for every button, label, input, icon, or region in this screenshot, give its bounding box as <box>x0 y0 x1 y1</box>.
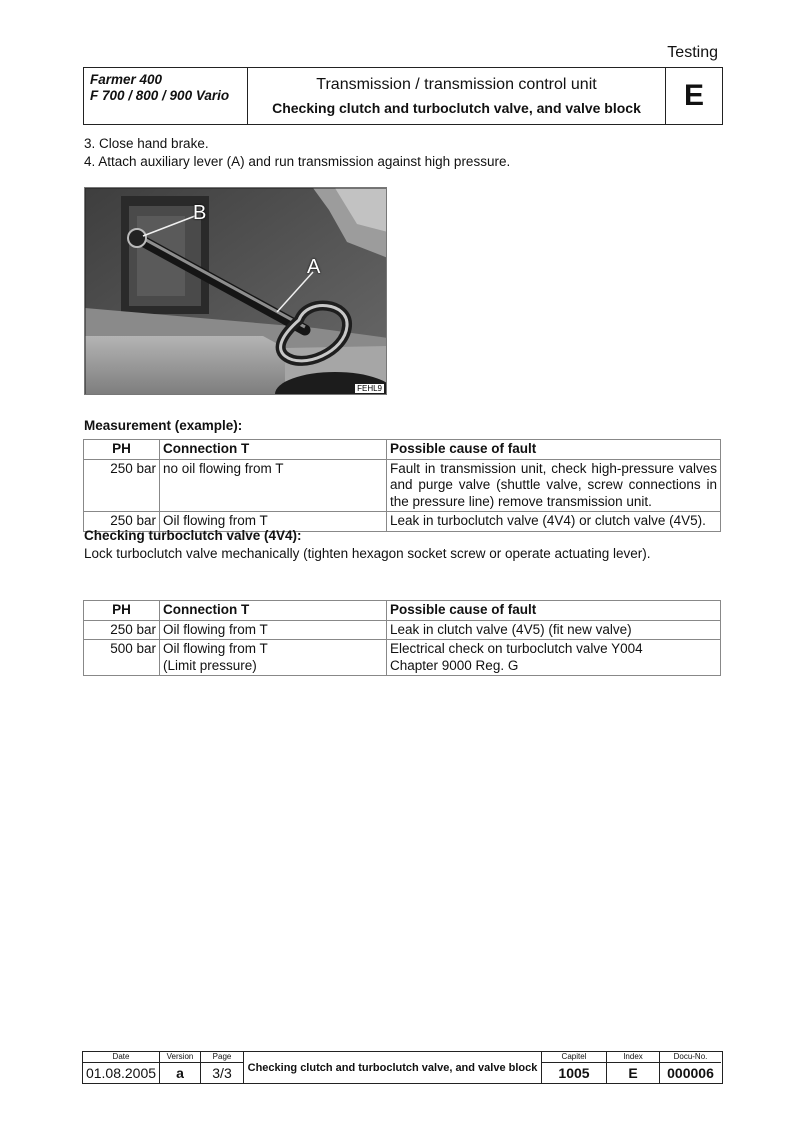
footer-value: a <box>176 1065 184 1081</box>
table-row <box>84 640 721 676</box>
footer-capitel <box>542 1052 607 1083</box>
cause-line: Electrical check on turboclutch valve Y004 <box>390 641 643 656</box>
footer-value: 01.08.2005 <box>85 1065 157 1081</box>
footer-value: E <box>628 1065 638 1081</box>
measurement-table <box>83 439 721 532</box>
footer-description: Checking clutch and turboclutch valve, and valve block <box>244 1052 542 1083</box>
footer-label: Version <box>160 1052 200 1063</box>
column-header: Possible cause of fault <box>387 601 721 621</box>
model-variants: F 700 / 800 / 900 Vario <box>90 88 230 103</box>
table-row <box>84 459 721 512</box>
footer-label: Capitel <box>542 1052 606 1063</box>
pressure-cell: 500 bar <box>84 640 160 676</box>
column-header: Connection T <box>160 601 387 621</box>
measurement-heading: Measurement (example): <box>84 418 243 433</box>
footer-label: Index <box>607 1052 659 1063</box>
column-header: Possible cause of fault <box>387 440 721 460</box>
title-block <box>248 68 666 124</box>
cause-cell: Fault in transmission unit, check high-pressure valves and purge valve (shuttle valve, screw connections in the pressure line) remove transmission unit. <box>387 459 721 512</box>
column-header: PH <box>84 440 160 460</box>
footer-index <box>607 1052 660 1083</box>
document-footer <box>82 1051 723 1084</box>
cause-cell <box>387 640 721 676</box>
connection-cell: Oil flowing from T <box>160 512 387 532</box>
connection-cell: Oil flowing from T <box>160 620 387 640</box>
table-header-row <box>84 601 721 621</box>
table-row <box>84 620 721 640</box>
transmission-photo <box>84 187 387 395</box>
pressure-cell: 250 bar <box>84 512 160 532</box>
section-label: Testing <box>667 44 718 61</box>
cause-reference: Chapter 9000 Reg. G <box>390 657 519 673</box>
turboclutch-table <box>83 600 721 676</box>
cause-cell: Leak in clutch valve (4V5) (fit new valve) <box>387 620 721 640</box>
table-header-row <box>84 440 721 460</box>
document-header <box>83 67 723 125</box>
pressure-cell: 250 bar <box>84 459 160 512</box>
footer-page <box>201 1052 244 1083</box>
figure-code: FEHL9 <box>357 384 382 393</box>
step-3: 3. Close hand brake. <box>84 136 209 151</box>
turboclutch-heading: Checking turboclutch valve (4V4): <box>84 528 302 543</box>
callout-label-a: A <box>307 256 321 278</box>
footer-label: Date <box>83 1052 159 1063</box>
pressure-cell: 250 bar <box>84 620 160 640</box>
connection-cell <box>160 640 387 676</box>
model-name: Farmer 400 <box>90 72 163 87</box>
model-block <box>84 68 248 124</box>
footer-label: Docu-No. <box>660 1052 721 1063</box>
column-header: PH <box>84 601 160 621</box>
column-header: Connection T <box>160 440 387 460</box>
footer-date <box>83 1052 160 1083</box>
callout-label-b: B <box>193 202 207 224</box>
connection-cell: no oil flowing from T <box>160 459 387 512</box>
document-subtitle: Checking clutch and turboclutch valve, and valve block <box>272 100 641 116</box>
section-letter: E <box>683 79 704 112</box>
footer-label: Page <box>201 1052 243 1063</box>
connection-note: (Limit pressure) <box>163 657 257 673</box>
footer-value: 1005 <box>558 1065 590 1081</box>
footer-value: 000006 <box>667 1065 714 1081</box>
step-4: 4. Attach auxiliary lever (A) and run transmission against high pressure. <box>84 154 511 169</box>
cause-cell: Leak in turboclutch valve (4V4) or clutch valve (4V5). <box>387 512 721 532</box>
turboclutch-instruction: Lock turboclutch valve mechanically (tighten hexagon socket screw or operate actuating lever). <box>84 546 651 561</box>
footer-docu-no <box>660 1052 721 1083</box>
document-title: Transmission / transmission control unit <box>316 76 597 93</box>
footer-version <box>160 1052 201 1083</box>
footer-value: 3/3 <box>212 1065 232 1081</box>
connection-line: Oil flowing from T <box>163 641 268 656</box>
auxiliary-lever <box>85 188 387 395</box>
